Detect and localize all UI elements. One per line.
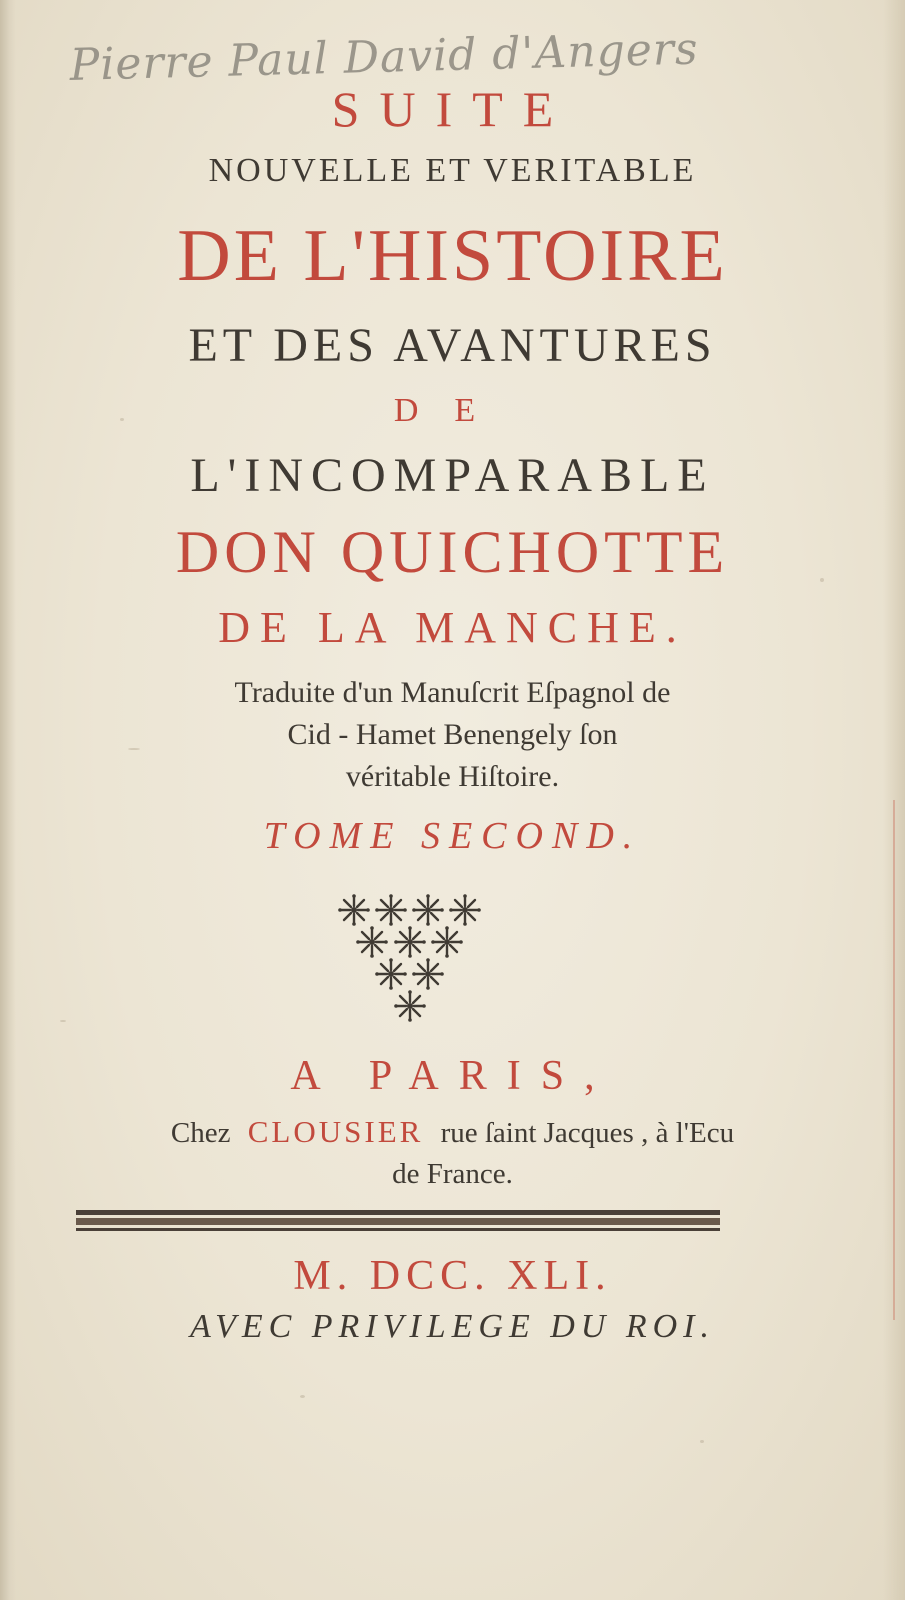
translation-note-line-2: Cid - Hamet Benengely ſon <box>287 718 618 751</box>
imprint-address-line-2: de France. <box>392 1158 513 1190</box>
title-de-l-histoire: DE L'HISTOIRE <box>177 215 728 297</box>
imprint-date: M. DCC. XLI. <box>293 1253 612 1299</box>
title-de: DE <box>393 392 512 429</box>
imprint-address-line-1: rue ſaint Jacques , à l'Ecu <box>440 1117 735 1149</box>
fleuron-triangle-icon <box>330 888 490 1028</box>
paper-fleck <box>60 1020 66 1022</box>
paper-fleck <box>300 1395 305 1398</box>
handwritten-inscription: Pierre Paul David d'Angers <box>69 23 700 91</box>
title-don-quichotte: DON QUICHOTTE <box>175 519 730 585</box>
imprint-publisher-line <box>0 1114 905 1150</box>
translation-note-line-3: véritable Hiſtoire. <box>345 760 560 793</box>
title-nouvelle-et-veritable: NOUVELLE ET VERITABLE <box>208 152 697 189</box>
title-et-des-avantures: ET DES AVANTURES <box>188 319 717 372</box>
double-rule-icon <box>76 1208 720 1234</box>
title-de-la-manche: DE LA MANCHE. <box>218 603 687 652</box>
royal-privilege: AVEC PRIVILEGE DU ROI. <box>190 1308 715 1345</box>
imprint-chez: Chez <box>170 1117 231 1149</box>
imprint-publisher-name: CLOUSIER <box>247 1114 424 1149</box>
title-suite: SUITE <box>331 81 574 137</box>
translation-note-line-1: Traduite d'un Manuſcrit Eſpagnol de <box>234 676 671 709</box>
title-l-incomparable: L'INCOMPARABLE <box>190 449 715 502</box>
paper-fleck <box>700 1440 704 1443</box>
volume-label: TOME SECOND. <box>263 815 642 857</box>
imprint-place: A PARIS, <box>290 1053 615 1099</box>
